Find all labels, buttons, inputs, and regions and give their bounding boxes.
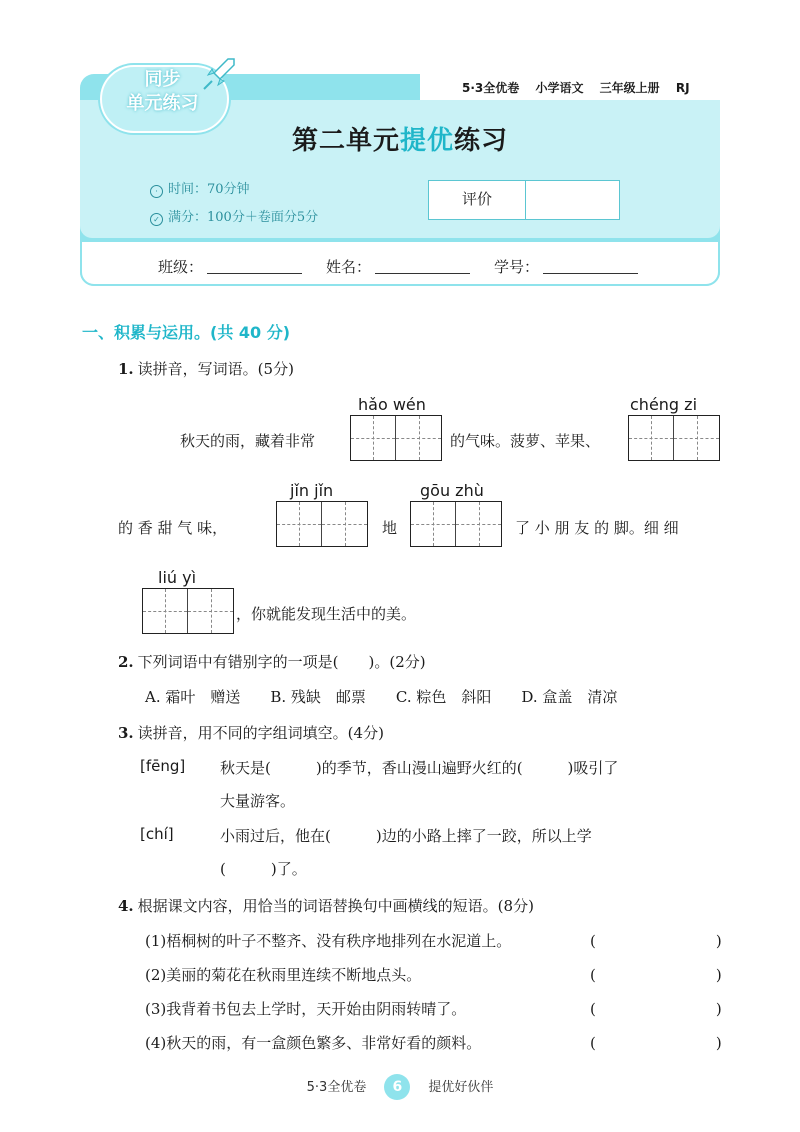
q4-answer-2[interactable]: ( ) <box>590 966 722 984</box>
q4-item-1: (1)梧桐树的叶子不整齐、没有秩序地排列在水泥道上。 <box>145 932 512 950</box>
badge-line2: 单元练习 <box>126 93 199 114</box>
answer-grid-haowen[interactable] <box>350 415 442 461</box>
pinyin-chengzi: chéng zi <box>630 395 698 414</box>
question-3: 3. 读拼音，用不同的字组词填空。(4分) <box>118 724 384 742</box>
q3-line-1a: 秋天是( )的季节，香山漫山遍野火红的( )吸引了 <box>220 759 619 777</box>
answer-grid-chengzi[interactable] <box>628 415 720 461</box>
q4-answer-1[interactable]: ( ) <box>590 932 722 950</box>
pinyin-jinjin: jǐn jǐn <box>290 481 334 500</box>
pinyin-liuyi: liú yì <box>158 568 197 587</box>
q4-answer-4[interactable]: ( ) <box>590 1034 722 1052</box>
footer-right: 提优好伙伴 <box>428 1080 494 1095</box>
q1-text-1: 秋天的雨，藏着非常 <box>180 432 316 450</box>
badge-line1: 同步 <box>144 69 181 90</box>
q4-item-3: (3)我背着书包去上学时，天开始由阴雨转晴了。 <box>145 1000 467 1018</box>
q4-item-4: (4)秋天的雨，有一盒颜色繁多、非常好看的颜料。 <box>145 1034 482 1052</box>
clock-icon: · <box>150 185 163 198</box>
series-grade: 三年级上册 <box>599 81 660 95</box>
page-footer <box>0 1074 800 1100</box>
check-icon: ✓ <box>150 213 163 226</box>
series-name: 5·3全优卷 <box>462 81 520 95</box>
q3-line-2b: ( )了。 <box>220 860 307 878</box>
q1-text-2: 的气味。菠萝、苹果、 <box>450 432 601 450</box>
q3-line-2a: 小雨过后，他在( )边的小路上摔了一跤，所以上学 <box>220 827 592 845</box>
evaluation-field[interactable] <box>526 181 619 219</box>
pinyin-haowen: hǎo wén <box>358 395 426 414</box>
q4-answer-3[interactable]: ( ) <box>590 1000 722 1018</box>
page-number: 6 <box>384 1074 410 1100</box>
unit-badge <box>100 55 250 130</box>
footer-left: 5·3全优卷 <box>306 1080 367 1095</box>
question-4: 4. 根据课文内容，用恰当的词语替换句中画横线的短语。(8分) <box>118 897 534 915</box>
q3-pinyin-feng: [fēng] <box>140 757 186 775</box>
rocket-icon <box>198 55 238 95</box>
evaluation-label: 评价 <box>429 181 526 219</box>
class-field[interactable]: 班级： <box>158 256 302 277</box>
question-1: 1. 读拼音，写词语。(5分) <box>118 360 294 378</box>
evaluation-box <box>428 180 620 220</box>
q4-item-2: (2)美丽的菊花在秋雨里连续不断地点头。 <box>145 966 422 984</box>
page-title: 第二单元提优练习 <box>291 126 509 156</box>
q3-line-1b: 大量游客。 <box>220 792 296 810</box>
question-2: 2. 下列词语中有错别字的一项是( )。(2分) <box>118 653 426 671</box>
student-id-field[interactable]: 学号： <box>494 256 638 277</box>
q1-text-3: 的 香 甜 气 味， <box>118 519 228 537</box>
full-score: ✓ 满分：100分＋卷面分5分 <box>150 206 318 226</box>
q1-text-4: 地 <box>382 519 398 537</box>
answer-grid-jinjin[interactable] <box>276 501 368 547</box>
q2-options: A. 霜叶 赠送 B. 残缺 邮票 C. 粽色 斜阳 D. 盒盖 清凉 <box>145 688 618 706</box>
time-limit: · 时间：70分钟 <box>150 178 250 198</box>
q3-pinyin-chi: [chí] <box>140 825 174 843</box>
section-heading: 一、积累与运用。(共 40 分) <box>82 323 291 342</box>
series-edition: RJ <box>675 81 690 95</box>
q1-text-6: ，你就能发现生活中的美。 <box>236 605 417 623</box>
series-subject: 小学语文 <box>535 81 584 95</box>
title-highlight: 提优 <box>399 126 454 156</box>
series-info <box>462 79 702 96</box>
pinyin-gouzhu: gōu zhù <box>420 481 484 500</box>
answer-grid-gouzhu[interactable] <box>410 501 502 547</box>
name-field[interactable]: 姓名： <box>326 256 470 277</box>
q1-text-5: 了 小 朋 友 的 脚。细 细 <box>515 519 679 537</box>
answer-grid-liuyi[interactable] <box>142 588 234 634</box>
